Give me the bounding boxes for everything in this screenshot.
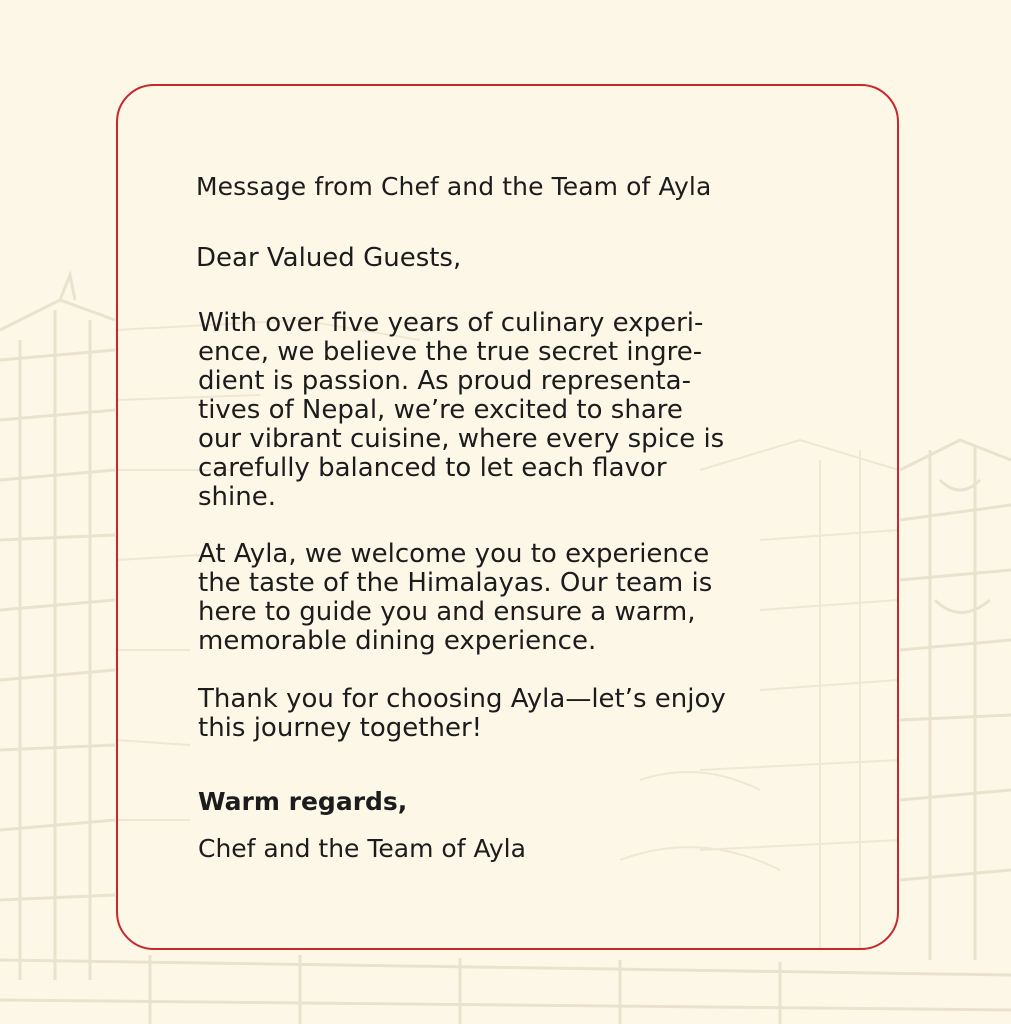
letter-heading: Message from Chef and the Team of Ayla: [196, 172, 712, 201]
letter-closing: Warm regards,: [198, 787, 408, 816]
letter-paragraph-1: With over five years of culinary experi- ence, we believe the true secret ingre- dient is passion. As proud representa- tives of Nepal, we’re excited to share our vibrant cuisine, where every spice is carefully balanced to let each flavor shine.: [198, 308, 725, 512]
letter-paragraph-3: Thank you for choosing Ayla—let’s enjoy this journey together!: [198, 684, 726, 743]
letter-card: [116, 84, 899, 950]
letter-paragraph-2: At Ayla, we welcome you to experience the taste of the Himalayas. Our team is here to guide you and ensure a warm, memorable dining experience.: [198, 539, 713, 656]
letter-salutation: Dear Valued Guests,: [196, 243, 462, 273]
letter-signature: Chef and the Team of Ayla: [198, 834, 526, 863]
